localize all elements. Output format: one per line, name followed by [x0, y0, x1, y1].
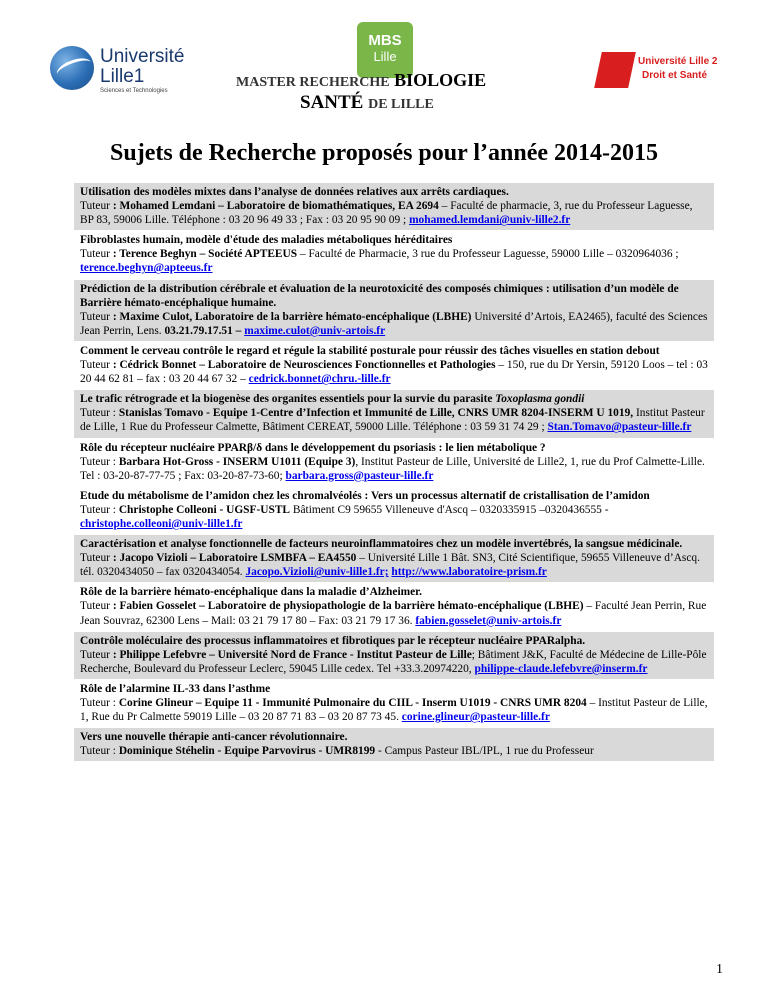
- tutor-details: – Faculté de pharmacie, 3, rue du Professeur Laguesse, BP 83, 59006 Lille. Téléphone : 03 20 96 49 33 ; Fax : 03 20 95 90 09 ;: [80, 200, 693, 227]
- tutor-name: : Jacopo Vizioli – Laboratoire LSMBFA – EA4550: [112, 552, 357, 565]
- email-link[interactable]: terence.beghyn@apteeus.fr: [80, 262, 213, 275]
- mbs-lille-text: Lille: [373, 49, 397, 64]
- email-link[interactable]: philippe-claude.lefebvre@inserm.fr: [474, 662, 648, 675]
- tutor-details: – 150, rue du Dr Yersin, 59120 Loos – tel : 03 20 44 62 81 – fax : 03 20 44 67 32 –: [80, 359, 708, 386]
- subject-title: Rôle de la barrière hémato-encéphalique dans la maladie d’Alzheimer.: [80, 586, 423, 599]
- subject-title: [80, 392, 708, 406]
- subject-entry: [74, 632, 714, 680]
- subject-tutor: [80, 455, 708, 483]
- email-link[interactable]: maxime.culot@univ-artois.fr: [244, 324, 386, 337]
- universite-lille2-logo: [598, 52, 738, 92]
- tutor-name: Christophe Colleoni - UGSF-USTL: [118, 503, 291, 516]
- subject-entry: [74, 583, 714, 631]
- universite-lille1-logo: [50, 44, 190, 98]
- page-number: 1: [716, 962, 723, 977]
- subject-entry: [74, 390, 714, 438]
- tutor-prefix: Tuteur: [80, 310, 113, 323]
- logo-text-lille1: Lille1: [100, 66, 145, 87]
- master-line-2: [300, 92, 434, 114]
- lille2-subtitle: Droit et Santé: [642, 70, 708, 81]
- subject-entry: [74, 439, 714, 487]
- subject-tutor: [80, 599, 708, 627]
- tutor-details: Bâtiment C9 59655 Villeneuve d'Ascq – 0320335915 –0320436555 -: [290, 503, 609, 516]
- tutor-name: Barbara Hot-Gross - INSERM U1011 (Equipe 3): [118, 455, 356, 468]
- subject-tutor: [80, 744, 708, 758]
- tutor-prefix: Tuteur :: [80, 455, 119, 468]
- subject-tutor: [80, 310, 708, 338]
- email-link[interactable]: Jacopo.Vizioli@univ-lille1.fr;: [245, 566, 389, 579]
- master-sante: SANTÉ: [300, 92, 364, 113]
- subject-title-species: Toxoplasma gondii: [495, 393, 585, 406]
- subject-title: Contrôle moléculaire des processus inflammatoires et fibrotiques par le récepteur nucléaire PPARalpha.: [80, 634, 586, 647]
- subject-entry: [74, 342, 714, 390]
- subject-tutor: [80, 199, 708, 227]
- subject-title: Rôle du récepteur nucléaire PPARβ/δ dans le développement du psoriasis : le lien métabolique ?: [80, 441, 546, 454]
- email-link[interactable]: barbara.gross@pasteur-lille.fr: [285, 469, 434, 482]
- tutor-details: , Institut Pasteur de Lille, Université de Lille2, 1, rue du Prof Calmette-Lille. Tel : 03-20-87-77-75 ; Fax: 03-20-87-73-60;: [80, 455, 705, 482]
- subject-entry: [74, 680, 714, 728]
- email-link[interactable]: cedrick.bonnet@chru.-lille.fr: [248, 373, 391, 386]
- tutor-prefix: Tuteur :: [80, 697, 119, 709]
- tutor-details: – Faculté Jean Perrin, Rue Jean Souvraz, 62300 Lens – Mail: 03 21 79 17 80 – Fax: 03 21 79 17 36.: [80, 600, 707, 627]
- page-header: [0, 0, 768, 130]
- tutor-name: : Maxime Culot, Laboratoire de la barrière hémato-encéphalique (LBHE): [112, 310, 472, 323]
- tutor-details: - Campus Pasteur IBL/IPL, 1 rue du Professeur: [375, 745, 594, 758]
- subject-entry: [74, 183, 714, 231]
- subject-title-text: Le trafic rétrograde et la biogenèse des organites essentiels pour la survie du parasite: [80, 393, 496, 406]
- tutor-details: – Faculté de Pharmacie, 3 rue du Professeur Laguesse, 59000 Lille – 0320964036 ;: [297, 248, 679, 261]
- subject-tutor: [80, 648, 708, 676]
- tutor-name: Stanislas Tomavo - Equipe 1-Centre d’Infection et Immunité de Lille, CNRS UMR 8204-INSERM U 1019,: [118, 407, 634, 420]
- tutor-name: : Philippe Lefebvre – Université Nord de France - Institut Pasteur de Lille: [112, 648, 472, 661]
- tutor-name: : Terence Beghyn – Société APTEEUS: [112, 248, 298, 261]
- subject-tutor: [80, 247, 708, 275]
- subject-entry: [74, 280, 714, 342]
- tutor-prefix: Tuteur: [80, 248, 113, 261]
- tutor-name: Corine Glineur – Equipe 11 - Immunité Pulmonaire du CIIL - Inserm U1019 - CNRS UMR 8204: [118, 697, 587, 709]
- tutor-details: ; Bâtiment J&K, Faculté de Médecine de Lille-Pôle Recherche, Boulevard du Professeur Leclerc, 59045 Lille cedex. Tel +33.3.20974220,: [80, 648, 707, 675]
- email-link[interactable]: christophe.colleoni@univ-lille1.fr: [80, 517, 243, 530]
- website-link[interactable]: http://www.laboratoire-prism.fr: [391, 566, 547, 579]
- subject-title: Caractérisation et analyse fonctionnelle de facteurs neuroinflammatoires chez un modèle invertébrés, la sangsue médicinale.: [80, 538, 683, 551]
- subject-entry: [74, 487, 714, 535]
- subject-entry: [74, 728, 714, 762]
- subject-title: Etude du métabolisme de l’amidon chez les chromalvéolés : Vers un processus alternatif de cristallisation de l’amidon: [80, 489, 650, 502]
- master-line-1: [236, 70, 486, 91]
- subject-title: Utilisation des modèles mixtes dans l’analyse de données relatives aux arrêts cardiaques.: [80, 186, 509, 198]
- tutor-details: Institut Pasteur de Lille, 1 Rue du Professeur Calmette, Bâtiment CEREAT, 59000 Lille. Téléphone : 03 59 31 74 29 ;: [80, 407, 705, 434]
- mbs-text: MBS: [368, 32, 402, 49]
- subject-entry: [74, 535, 714, 583]
- subject-title: Prédiction de la distribution cérébrale et évaluation de la neurotoxicité des composés chimiques : utilisation d’un modèle de Barrière hémato-encéphalique humaine.: [80, 282, 679, 309]
- page-title: Sujets de Recherche proposés pour l’année 2014-2015: [110, 140, 658, 166]
- email-link[interactable]: mohamed.lemdani@univ-lille2.fr: [409, 214, 571, 227]
- email-link[interactable]: fabien.gosselet@univ-artois.fr: [415, 614, 562, 627]
- email-link[interactable]: corine.glineur@pasteur-lille.fr: [401, 711, 550, 724]
- globe-icon: [50, 46, 94, 90]
- tutor-prefix: Tuteur: [80, 600, 113, 613]
- tutor-prefix: Tuteur: [80, 552, 113, 565]
- subject-title: Comment le cerveau contrôle le regard et régule la stabilité posturale pour réussir des tâches visuelles en station debout: [80, 344, 660, 357]
- master-recherche: MASTER RECHERCHE: [236, 75, 390, 90]
- tutor-prefix: Tuteur: [80, 200, 113, 213]
- tutor-name: : Fabien Gosselet – Laboratoire de physiopathologie de la barrière hémato-encéphalique (LBHE): [112, 600, 584, 613]
- subject-tutor: [80, 358, 708, 386]
- tutor-prefix: Tuteur :: [80, 407, 119, 420]
- tutor-details: – Institut Pasteur de Lille, 1, Rue du Pr Calmette 59019 Lille – 03 20 87 71 83 – 03 20 87 73 45.: [80, 697, 708, 724]
- master-de-lille: DE LILLE: [368, 97, 434, 112]
- logo-text-universite: Université: [100, 46, 185, 67]
- tutor-name: : Cédrick Bonnet – Laboratoire de Neurosciences Fonctionnelles et Pathologies: [112, 359, 496, 372]
- subject-tutor: [80, 503, 708, 531]
- email-link[interactable]: Stan.Tomavo@pasteur-lille.fr: [547, 421, 692, 434]
- tutor-prefix: Tuteur: [80, 359, 113, 372]
- tutor-phone: 03.21.79.17.51 –: [161, 324, 242, 337]
- subject-title: Fibroblastes humain, modèle d'étude des maladies métaboliques héréditaires: [80, 234, 453, 247]
- tutor-prefix: Tuteur :: [80, 503, 119, 516]
- master-biologie: BIOLOGIE: [394, 70, 487, 90]
- subject-tutor: [80, 406, 708, 434]
- tutor-details: – Université Lille 1 Bât. SN3, Cité Scientifique, 59655 Villeneuve d’Ascq. tél. 0320434050 – fax 0320434054.: [80, 552, 700, 579]
- subject-title: Vers une nouvelle thérapie anti-cancer révolutionnaire.: [80, 731, 348, 744]
- shield-icon: [594, 52, 636, 88]
- tutor-prefix: Tuteur :: [80, 745, 119, 758]
- tutor-name: Dominique Stéhelin - Equipe Parvovirus - UMR8199: [118, 745, 376, 758]
- tutor-details: Université d’Artois, EA2465), faculté des Sciences Jean Perrin, Lens.: [80, 310, 708, 337]
- lille2-name: Université Lille 2: [638, 56, 718, 67]
- subject-entry: [74, 231, 714, 279]
- subject-tutor: [80, 696, 708, 724]
- tutor-name: : Mohamed Lemdani – Laboratoire de biomathématiques, EA 2694: [112, 200, 439, 213]
- subject-tutor: [80, 551, 708, 579]
- subject-title: Rôle de l’alarmine IL-33 dans l’asthme: [80, 682, 271, 695]
- logo-text-sciences: Sciences et Technologies: [100, 88, 168, 94]
- tutor-prefix: Tuteur: [80, 648, 113, 661]
- subjects-list: [74, 183, 714, 762]
